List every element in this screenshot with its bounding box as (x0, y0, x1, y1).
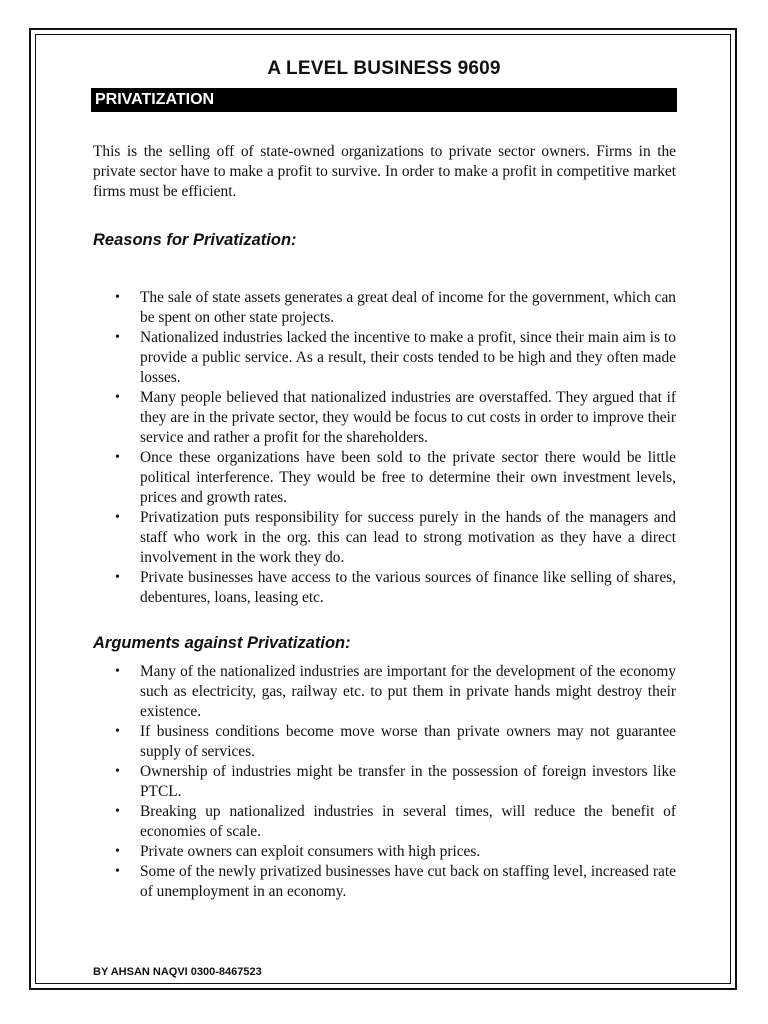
against-list (113, 662, 676, 902)
list-item (113, 862, 676, 902)
list-item (113, 448, 676, 508)
list-item-text: If business conditions become move worse than private owners may not guarantee supply of services. (140, 723, 676, 760)
bullet-icon: • (115, 510, 120, 525)
bullet-icon: • (115, 804, 120, 819)
list-item-text: Nationalized industries lacked the incentive to make a profit, since their main aim is to provide a public service. As a result, their costs tended to be high and they often made losses. (140, 329, 676, 386)
list-item (113, 388, 676, 448)
bullet-icon: • (115, 664, 120, 679)
bullet-icon: • (115, 724, 120, 739)
list-item (113, 842, 676, 862)
footer-author: BY AHSAN NAQVI 0300-8467523 (93, 966, 262, 978)
list-item (113, 568, 676, 608)
list-item-text: Many people believed that nationalized industries are overstaffed. They argued that if they are in the private sector, they would be focus to cut costs in order to improve their service and rather a profit for the shareholders. (140, 389, 676, 446)
list-item (113, 802, 676, 842)
list-item-text: Many of the nationalized industries are important for the development of the economy such as electricity, gas, railway etc. to put them in private hands might destroy their existence. (140, 663, 676, 720)
list-item (113, 328, 676, 388)
list-item (113, 288, 676, 328)
list-item-text: Privatization puts responsibility for success purely in the hands of the managers and staff who work in the org. this can lead to strong motivation as they have a direct involvement in the work they do. (140, 509, 676, 566)
intro-paragraph: This is the selling off of state-owned organizations to private sector owners. Firms in the private sector have to make a profit to survive. In order to make a profit in competitive market firms must be efficient. (93, 143, 676, 200)
list-item (113, 722, 676, 762)
list-item-text: Some of the newly privatized businesses have cut back on staffing level, increased rate of unemployment in an economy. (140, 863, 676, 900)
against-heading: Arguments against Privatization: (93, 634, 351, 652)
list-item-text: The sale of state assets generates a great deal of income for the government, which can be spent on other state projects. (140, 289, 676, 326)
bullet-icon: • (115, 764, 120, 779)
list-item-text: Private businesses have access to the various sources of finance like selling of shares, debentures, loans, leasing etc. (140, 569, 676, 606)
list-item-text: Ownership of industries might be transfer in the possession of foreign investors like PTCL. (140, 763, 676, 800)
list-item-text: Breaking up nationalized industries in several times, will reduce the benefit of economies of scale. (140, 803, 676, 840)
document-title: A LEVEL BUSINESS 9609 (267, 58, 501, 79)
bullet-icon: • (115, 390, 120, 405)
bullet-icon: • (115, 330, 120, 345)
list-item (113, 508, 676, 568)
list-item-text: Private owners can exploit consumers with high prices. (140, 843, 481, 860)
bullet-icon: • (115, 864, 120, 879)
bullet-icon: • (115, 290, 120, 305)
list-item-text: Once these organizations have been sold to the private sector there would be little political interference. They would be free to determine their own investment levels, prices and growth rates. (140, 449, 676, 506)
bullet-icon: • (115, 450, 120, 465)
bullet-icon: • (115, 844, 120, 859)
list-item (113, 762, 676, 802)
reasons-list (113, 288, 676, 608)
bullet-icon: • (115, 570, 120, 585)
reasons-heading: Reasons for Privatization: (93, 231, 297, 249)
list-item (113, 662, 676, 722)
section-title-bar: PRIVATIZATION (91, 88, 677, 112)
